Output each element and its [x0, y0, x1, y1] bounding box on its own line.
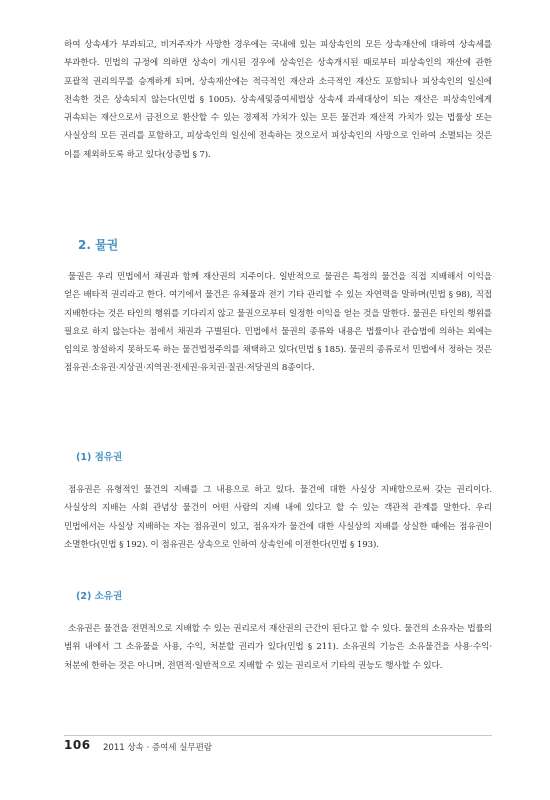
intro-paragraph: 하여 상속세가 부과되고, 비거주자가 사망한 경우에는 국내에 있는 피상속인의 모든 상속재산에 대하여 상속세를 부과한다. 민법의 규정에 의하면 상속이 개시된 경우에 상속인은 상속개시된 때로부터 피상속인의 재산에 관한 포괄적 권리의무를 승계하게 되며, 상속재산에는 적극적인 재산과 소극적인 재산도 포함되나 피상속인의 일신에 전속한 것은 상속되지 않는다(민법 § 1005). 상속세및증여세법상 상속세 과세대상이 되는 재산은 피상속인에게 귀속되는 재산으로서 금전으로 환산할 수 있는 경제적 가치가 있는 모든 물건과 재산적 가치가 있는 법률상 또는 사실상의 모든 권리를 포함하고, 피상속인의 일신에 전속하는 것으로서 피상속인의 사망으로 인하여 소멸되는 것은 이를 제외하도록 하고 있다(상증법 § 7).	[64, 40, 492, 160]
subheading-possession-right: (1) 점유권	[76, 452, 123, 463]
running-title: 2011 상속 · 증여세 실무편람	[103, 743, 213, 753]
subheading-ownership-right: (2) 소유권	[76, 591, 123, 602]
footer-divider	[64, 735, 492, 736]
possession-right-paragraph: 점유권은 유형적인 물건의 지배를 그 내용으로 하고 있다. 물건에 대한 사실상 지배함으로써 갖는 권리이다. 사실상의 지배는 사회 관념상 물건이 어떤 사람의 지배 내에 있다고 할 수 있는 객관적 관계를 말한다. 우리 민법에서는 사실상 지배하는 자는 점유권이 있고, 점유자가 물건에 대한 사실상의 지배를 상실한 때에는 점유권이 소멸한다(민법 § 192). 이 점유권은 상속으로 인하여 상속인에 이전한다(민법 § 193).	[64, 485, 492, 550]
section-heading-property-rights: 2. 물권	[78, 238, 119, 252]
property-rights-paragraph: 물권은 우리 민법에서 채권과 함께 재산권의 지주이다. 일반적으로 물권은 특정의 물건을 직접 지배해서 이익을 얻은 배타적 권리라고 한다. 여기에서 물건은 유체물과 전기 기타 관리할 수 있는 자연력을 말하며(민법 § 98), 직접 지배한다는 것은 타인의 행위를 기다리지 않고 물권으로부터 일정한 이익을 얻는 것을 말한다. 물권은 타인의 행위를 필요로 하지 않는다는 점에서 채권과 구별된다. 민법에서 물권의 종류와 내용은 법률이나 관습법에 의하는 외에는 임의로 창설하지 못하도록 하는 물건법정주의를 채택하고 있다(민법 § 185). 물권의 종류로서 민법에서 정하는 것은 점유권·소유권·지상권·지역권·전세권·유치권·질권·저당권의 8종이다.	[64, 272, 492, 374]
ownership-right-paragraph: 소유권은 물건을 전면적으로 지배할 수 있는 권리로서 재산권의 근간이 된다고 할 수 있다. 물건의 소유자는 법률의 범위 내에서 그 소유물을 사용, 수익, 처분할 권리가 있다(민법 § 211). 소유권의 기능은 소유물건을 사용·수익·처분에 한하는 것은 아니며, 전면적·일반적으로 지배할 수 있는 권리로서 기타의 권능도 행사할 수 있다.	[64, 624, 492, 671]
page-number: 106	[64, 738, 91, 752]
